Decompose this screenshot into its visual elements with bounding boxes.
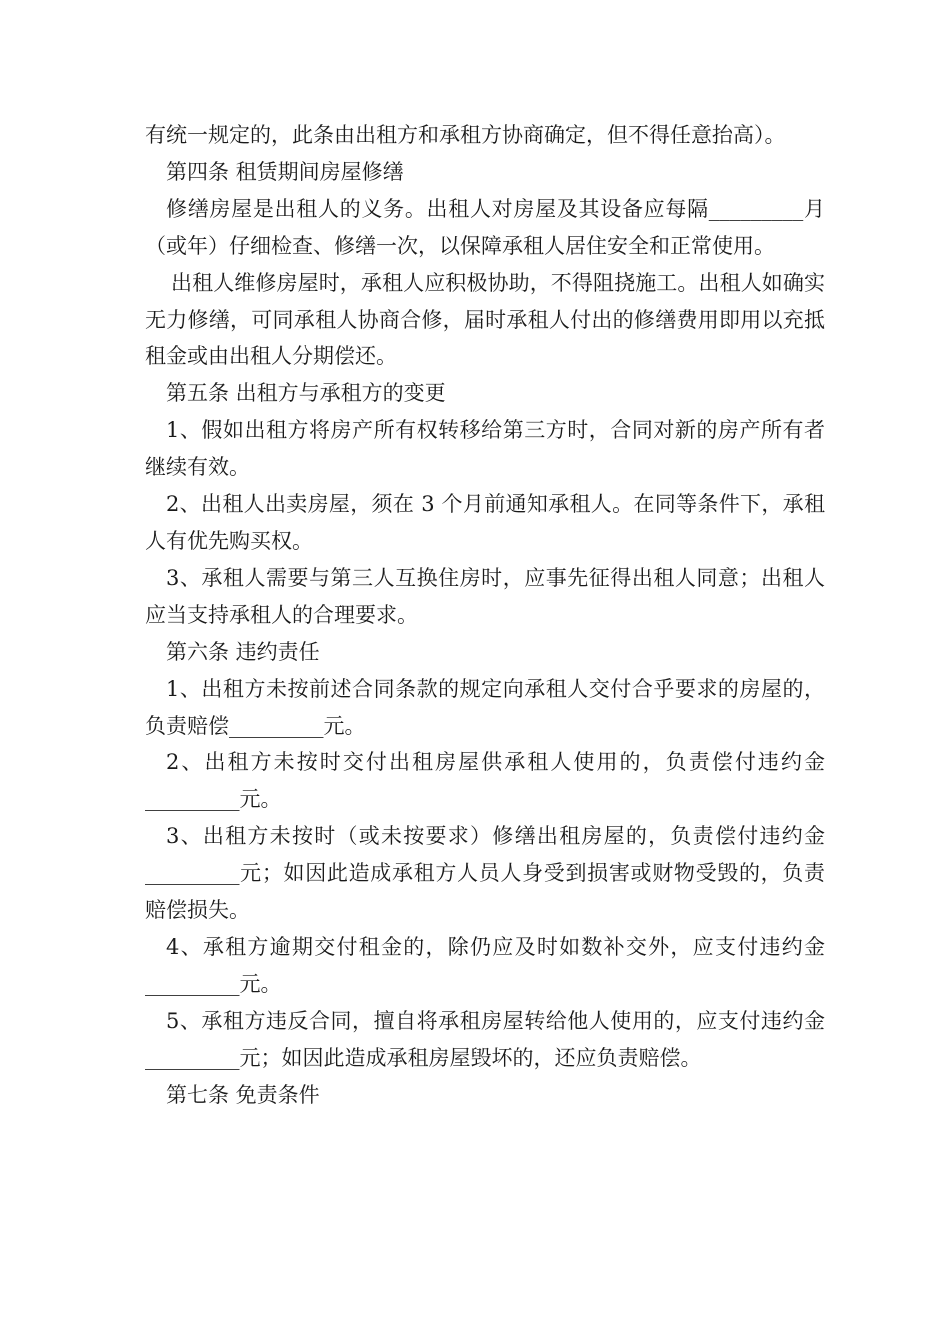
article-4-paragraph-1: 修缮房屋是出租人的义务。出租人对房屋及其设备应每隔_________月（或年）仔细检查、修缮一次，以保障承租人居住安全和正常使用。 (145, 196, 825, 258)
article-6-heading: 第六条 违约责任 (166, 639, 320, 664)
article-5-item-3: 3、承租人需要与第三人互换住房时，应事先征得出租人同意；出租人应当支持承租人的合理要求。 (145, 565, 825, 627)
article-6-item-5: 5、承租方违反合同，擅自将承租房屋转给他人使用的，应支付违约金_________元；如因此造成承租房屋毁坏的，还应负责赔偿。 (145, 1008, 825, 1070)
article-5-heading: 第五条 出租方与承租方的变更 (166, 381, 446, 406)
article-6-item-2: 2、出租方未按时交付出租房屋供承租人使用的，负责偿付违约金_________元。 (145, 750, 825, 812)
paragraph-continuation: 有统一规定的，此条由出租方和承租方协商确定，但不得任意抬高）。 (145, 123, 786, 147)
article-7-heading: 第七条 免责条件 (166, 1082, 320, 1107)
article-4-paragraph-2: 出租人维修房屋时，承租人应积极协助，不得阻挠施工。出租人如确实无力修缮，可同承租人协商合修，届时承租人付出的修缮费用即用以充抵租金或由出租人分期偿还。 (145, 270, 825, 369)
article-5-item-1: 1、假如出租方将房产所有权转移给第三方时，合同对新的房产所有者继续有效。 (145, 418, 825, 480)
article-6-item-1: 1、出租方未按前述合同条款的规定向承租人交付合乎要求的房屋的，负责赔偿_________元。 (145, 676, 825, 738)
article-4-heading: 第四条 租赁期间房屋修缮 (166, 159, 404, 184)
article-6-item-3: 3、出租方未按时（或未按要求）修缮出租房屋的，负责偿付违约金_________元；如因此造成承租方人员人身受到损害或财物受毁的，负责赔偿损失。 (145, 824, 825, 923)
article-5-item-2: 2、出租人出卖房屋，须在 3 个月前通知承租人。在同等条件下，承租人有优先购买权。 (145, 492, 825, 553)
article-6-item-4: 4、承租方逾期交付租金的，除仍应及时如数补交外，应支付违约金_________元。 (145, 934, 825, 996)
document-body (145, 117, 825, 1113)
